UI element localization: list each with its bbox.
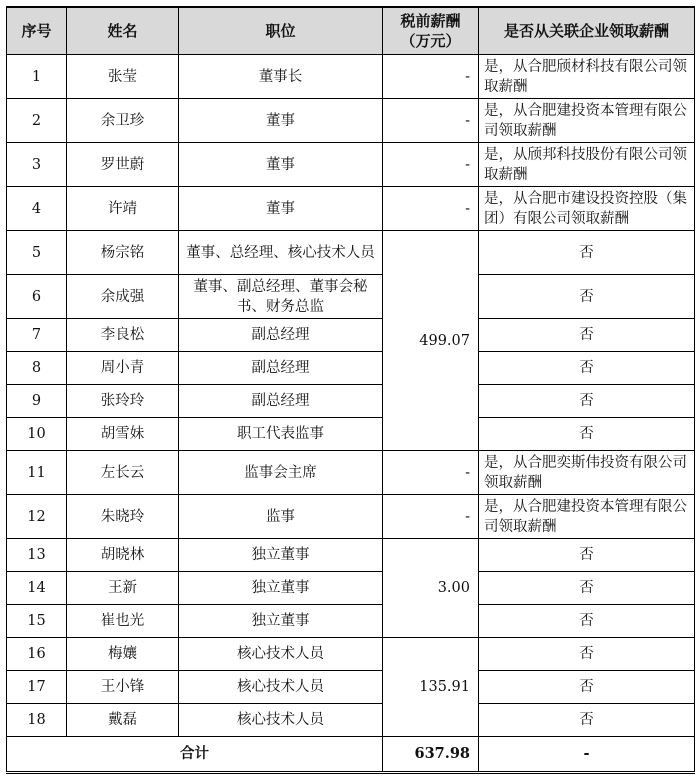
table-row (7, 143, 695, 187)
row-name: 杨宗铭 (67, 231, 179, 275)
total-related: - (479, 737, 695, 773)
row-name: 余卫珍 (67, 99, 179, 143)
row-position: 副总经理 (179, 385, 383, 418)
row-position: 监事 (179, 495, 383, 539)
row-name: 周小青 (67, 352, 179, 385)
row-related: 是，从合肥奕斯伟投资有限公司领取薪酬 (479, 451, 695, 495)
header-salary (383, 7, 479, 55)
row-related: 否 (479, 385, 695, 418)
row-name: 左长云 (67, 451, 179, 495)
row-related: 是，从合肥颀材科技有限公司领取薪酬 (479, 55, 695, 99)
row-name: 许靖 (67, 187, 179, 231)
row-no: 7 (7, 319, 67, 352)
row-name: 梅孃 (67, 638, 179, 671)
row-no: 11 (7, 451, 67, 495)
row-related: 否 (479, 275, 695, 319)
row-position: 董事、总经理、核心技术人员 (179, 231, 383, 275)
table-row (7, 638, 695, 671)
row-name: 罗世蔚 (67, 143, 179, 187)
row-related: 是，从合肥建投资本管理有限公司领取薪酬 (479, 495, 695, 539)
row-name: 张莹 (67, 55, 179, 99)
row-salary: - (383, 55, 479, 99)
row-related: 否 (479, 572, 695, 605)
row-salary: - (383, 187, 479, 231)
row-related: 否 (479, 319, 695, 352)
total-salary: 637.98 (383, 737, 479, 773)
row-position: 副总经理 (179, 319, 383, 352)
row-name: 胡晓林 (67, 539, 179, 572)
row-name: 崔也光 (67, 605, 179, 638)
row-related: 否 (479, 539, 695, 572)
table-row (7, 418, 695, 451)
row-no: 9 (7, 385, 67, 418)
row-position: 独立董事 (179, 572, 383, 605)
total-row (7, 737, 695, 773)
row-name: 戴磊 (67, 704, 179, 737)
salary-table (6, 6, 695, 774)
row-no: 13 (7, 539, 67, 572)
row-related: 否 (479, 352, 695, 385)
table-row (7, 704, 695, 737)
row-related: 是，从颀邦科技股份有限公司领取薪酬 (479, 143, 695, 187)
row-position: 监事会主席 (179, 451, 383, 495)
row-related: 否 (479, 671, 695, 704)
table-row (7, 385, 695, 418)
row-name: 王新 (67, 572, 179, 605)
table-row (7, 319, 695, 352)
row-related: 是，从合肥建投资本管理有限公司领取薪酬 (479, 99, 695, 143)
row-position: 副总经理 (179, 352, 383, 385)
row-name: 余成强 (67, 275, 179, 319)
row-no: 10 (7, 418, 67, 451)
row-no: 6 (7, 275, 67, 319)
row-position: 董事 (179, 143, 383, 187)
row-related: 否 (479, 704, 695, 737)
row-position: 独立董事 (179, 605, 383, 638)
row-no: 12 (7, 495, 67, 539)
table-row (7, 187, 695, 231)
table-row (7, 275, 695, 319)
header-salary-line2: （万元） (400, 32, 461, 50)
row-related: 否 (479, 605, 695, 638)
header-salary-line1: 税前薪酬 (400, 12, 461, 30)
row-no: 14 (7, 572, 67, 605)
row-name: 王小锋 (67, 671, 179, 704)
total-label: 合计 (7, 737, 383, 773)
header-row (7, 7, 695, 55)
row-no: 15 (7, 605, 67, 638)
header-related: 是否从关联企业领取薪酬 (479, 7, 695, 55)
row-name: 朱晓玲 (67, 495, 179, 539)
row-related: 是，从合肥市建设投资控股（集团）有限公司领取薪酬 (479, 187, 695, 231)
row-salary: - (383, 495, 479, 539)
row-related: 否 (479, 638, 695, 671)
row-no: 1 (7, 55, 67, 99)
header-position: 职位 (179, 7, 383, 55)
row-no: 16 (7, 638, 67, 671)
row-no: 3 (7, 143, 67, 187)
table-row (7, 671, 695, 704)
table-row (7, 605, 695, 638)
row-position: 董事 (179, 99, 383, 143)
row-name: 李良松 (67, 319, 179, 352)
row-position: 董事、副总经理、董事会秘书、财务总监 (179, 275, 383, 319)
row-position: 核心技术人员 (179, 671, 383, 704)
row-name: 张玲玲 (67, 385, 179, 418)
row-salary: - (383, 99, 479, 143)
table-row (7, 495, 695, 539)
row-position: 核心技术人员 (179, 704, 383, 737)
row-position: 独立董事 (179, 539, 383, 572)
row-position: 董事 (179, 187, 383, 231)
table-row (7, 231, 695, 275)
table-row (7, 572, 695, 605)
header-name: 姓名 (67, 7, 179, 55)
table-row (7, 99, 695, 143)
row-no: 18 (7, 704, 67, 737)
row-no: 8 (7, 352, 67, 385)
row-related: 否 (479, 231, 695, 275)
row-no: 5 (7, 231, 67, 275)
row-position: 董事长 (179, 55, 383, 99)
table-row (7, 539, 695, 572)
table-row (7, 352, 695, 385)
row-salary: - (383, 143, 479, 187)
group-salary: 3.00 (383, 539, 479, 638)
row-related: 否 (479, 418, 695, 451)
table-row (7, 55, 695, 99)
row-no: 17 (7, 671, 67, 704)
row-no: 2 (7, 99, 67, 143)
row-name: 胡雪妹 (67, 418, 179, 451)
table-row (7, 451, 695, 495)
row-position: 职工代表监事 (179, 418, 383, 451)
row-salary: - (383, 451, 479, 495)
header-no: 序号 (7, 7, 67, 55)
row-position: 核心技术人员 (179, 638, 383, 671)
group-salary: 135.91 (383, 638, 479, 737)
row-no: 4 (7, 187, 67, 231)
group-salary: 499.07 (383, 231, 479, 451)
